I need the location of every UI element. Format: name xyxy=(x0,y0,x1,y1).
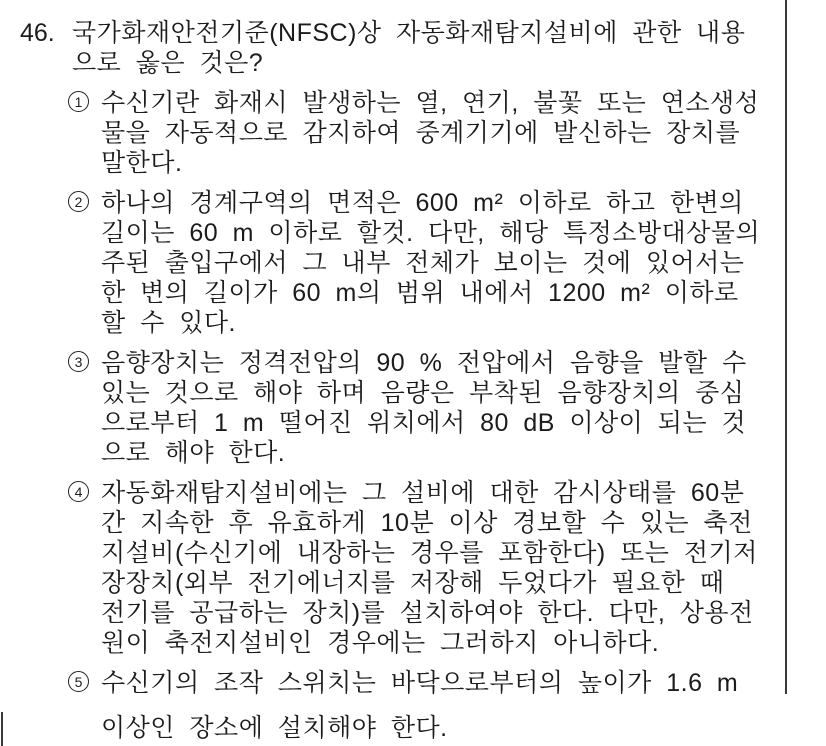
option-line: 간 지속한 후 유효하게 10분 이상 경보할 수 있는 축전 xyxy=(101,509,753,537)
column-divider-right xyxy=(785,0,787,694)
circled-number-shape xyxy=(68,351,89,372)
circled-number-shape xyxy=(68,671,89,692)
option-line: 자동화재탐지설비에는 그 설비에 대한 감시상태를 60분 xyxy=(101,479,745,507)
option-line: 지설비(수신기에 내장하는 경우를 포함한다) 또는 전기저 xyxy=(101,539,758,567)
option-line: 장장치(외부 전기에너지를 저장해 두었다가 필요한 때 xyxy=(101,569,725,597)
option-marker-digit: 5 xyxy=(74,673,83,690)
option-line: 으로 해야 한다. xyxy=(101,439,286,467)
column-divider-left-bottom xyxy=(1,712,3,746)
option-4 xyxy=(68,478,776,658)
option-line: 하나의 경계구역의 면적은 600 m² 이하로 하고 한변의 xyxy=(101,189,744,217)
option-3 xyxy=(68,348,776,468)
option-2-circled-number-icon xyxy=(68,191,101,212)
option-marker-digit: 3 xyxy=(74,353,83,370)
option-text xyxy=(101,478,773,658)
question-46-block xyxy=(20,18,776,743)
option-line: 말한다. xyxy=(101,149,183,177)
options-list xyxy=(68,88,776,743)
circled-number-shape xyxy=(68,191,89,212)
option-line: 원이 축전지설비인 경우에는 그러하지 아니하다. xyxy=(101,629,660,657)
option-1 xyxy=(68,88,776,178)
circled-number-shape xyxy=(68,91,89,112)
option-line: 전기를 공급하는 장치)를 설치하여야 한다. 다만, 상용전 xyxy=(101,599,754,627)
question-number: 46. xyxy=(20,19,55,47)
option-line: 이상인 장소에 설치해야 한다. xyxy=(101,714,448,742)
question-line: 으로 옳은 것은? xyxy=(72,49,264,77)
option-line: 물을 자동적으로 감지하여 중계기기에 발신하는 장치를 xyxy=(101,119,741,147)
option-marker-digit: 1 xyxy=(74,93,83,110)
option-marker-digit: 4 xyxy=(74,483,83,500)
option-line: 수신기의 조작 스위치는 바닥으로부터의 높이가 1.6 m xyxy=(101,669,739,697)
option-line: 있는 것으로 해야 하며 음량은 부착된 음향장치의 중심 xyxy=(101,379,745,407)
option-line: 음향장치는 정격전압의 90 % 전압에서 음향을 발할 수 xyxy=(101,349,747,377)
option-1-circled-number-icon xyxy=(68,91,101,112)
option-line: 한 변의 길이가 60 m의 범위 내에서 1200 m² 이하로 xyxy=(101,279,739,307)
option-3-circled-number-icon xyxy=(68,351,101,372)
option-text xyxy=(101,188,773,338)
question-line: 국가화재안전기준(NFSC)상 자동화재탐지설비에 관한 내용 xyxy=(72,19,746,47)
question-header xyxy=(20,18,776,78)
option-line: 주된 출입구에서 그 내부 전체가 보이는 것에 있어서는 xyxy=(101,249,745,277)
question-text xyxy=(72,18,774,78)
option-line: 길이는 60 m 이하로 할것. 다만, 해당 특정소방대상물의 xyxy=(101,219,761,247)
option-2 xyxy=(68,188,776,338)
option-line: 으로부터 1 m 떨어진 위치에서 80 dB 이상이 되는 것 xyxy=(101,409,747,437)
option-5-circled-number-icon xyxy=(68,671,101,692)
option-marker-digit: 2 xyxy=(74,193,83,210)
option-4-circled-number-icon xyxy=(68,481,101,502)
option-line: 할 수 있다. xyxy=(101,309,236,337)
option-text xyxy=(101,348,773,468)
circled-number-shape xyxy=(68,481,89,502)
option-line: 수신기란 화재시 발생하는 열, 연기, 불꽃 또는 연소생성 xyxy=(101,89,760,117)
option-5 xyxy=(68,668,776,743)
option-text xyxy=(101,88,773,178)
option-text xyxy=(101,668,773,743)
